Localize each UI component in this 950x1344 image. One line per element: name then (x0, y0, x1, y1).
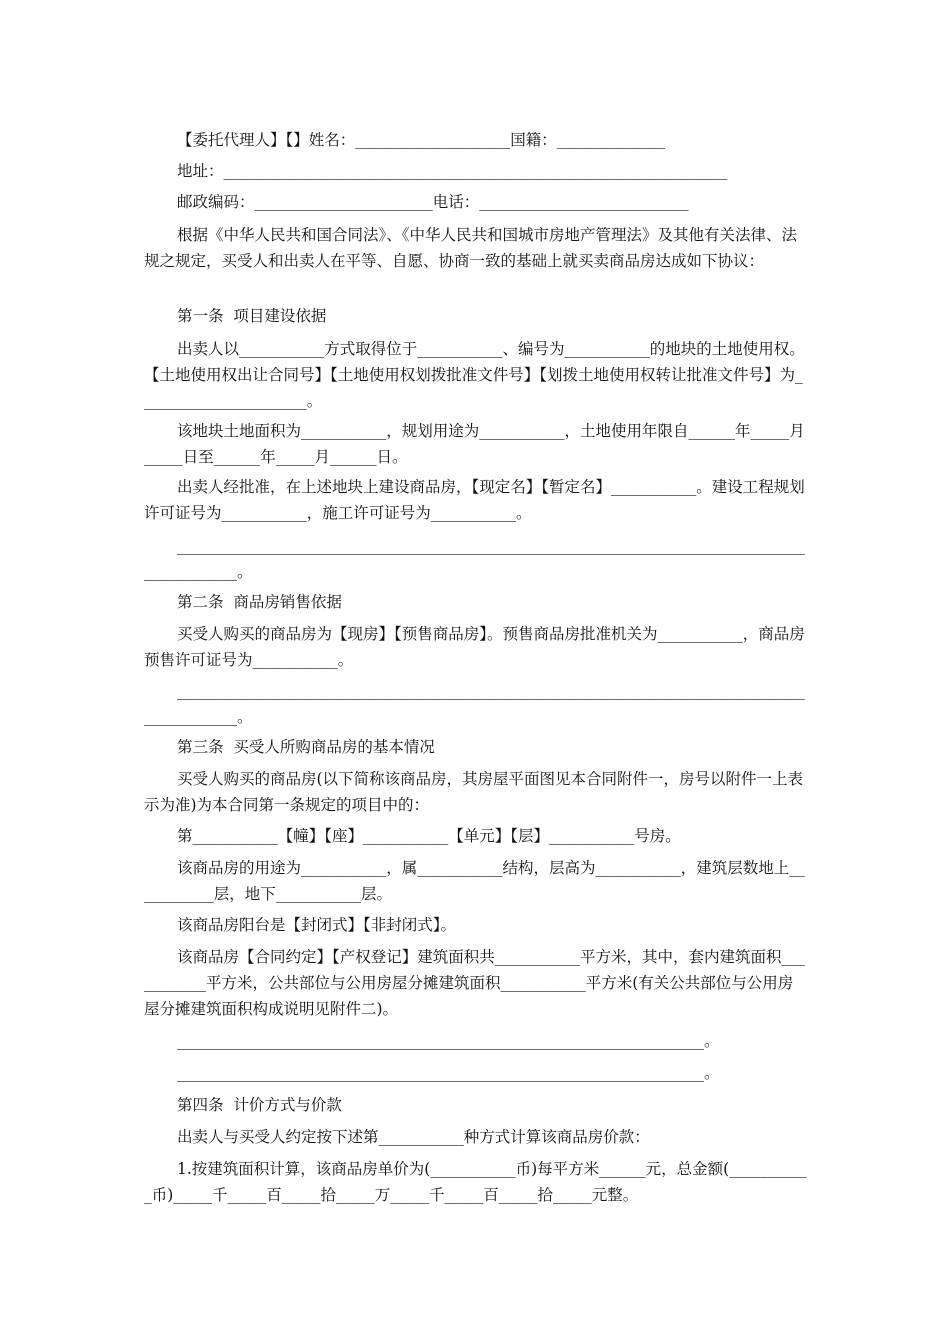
preamble-paragraph: 根据《中华人民共和国合同法》、《中华人民共和国城市房地产管理法》及其他有关法律、法规之规定，买受人和出卖人在平等、自愿、协商一致的基础上就买卖商品房达成如下协议： (144, 226, 798, 270)
postcode-phone-line: 邮政编码：_______________________电话：___________________________ (177, 193, 689, 211)
article-2-blank-line: _____________________________________________________________________________________________。 (144, 682, 805, 726)
article-2-presale-permit: 买受人购买的商品房为【现房】【预售商品房】。预售商品房批准机关为___________，商品房预售许可证号为___________。 (144, 625, 805, 669)
article-1-heading: 第一条 项目建设依据 (177, 307, 327, 325)
article-1-land-rights: 出卖人以___________方式取得位于___________、编号为___________的地块的土地使用权。【土地使用权出让合同号】【土地使用权划拨批准文件号】【划拨土地使用权转让批准文件号】为______________________。 (144, 340, 805, 410)
article-4-method: 出卖人与买受人约定按下述第___________种方式计算该商品房价款： (177, 1128, 650, 1146)
agent-name-nationality-line: 【委托代理人】【】姓名：____________________国籍：______________ (177, 131, 666, 149)
address-line: 地址：_________________________________________________________________ (177, 162, 728, 180)
article-3-floor-area: 该商品房【合同约定】【产权登记】建筑面积共___________平方米，其中，套内建筑面积___________平方米，公共部位与公用房屋分摊建筑面积___________平方米(有关公共部位与公用房屋分摊建筑面积构成说明见附件二)。 (144, 948, 805, 1018)
article-3-property-description: 买受人购买的商品房(以下简称该商品房，其房屋平面图见本合同附件一，房号以附件一上表示为准)为本合同第一条规定的项目中的： (144, 770, 804, 814)
article-1-permits: 出卖人经批准，在上述地块上建设商品房，【现定名】【暂定名】___________。建设工程规划许可证号为___________，施工许可证号为___________。 (144, 478, 805, 522)
article-3-balcony: 该商品房阳台是【封闭式】【非封闭式】。 (177, 916, 457, 934)
article-3-blank-line-2: ____________________________________________________________________。 (177, 1064, 720, 1082)
article-3-unit-number: 第___________【幢】【座】___________【单元】【层】___________号房。 (177, 827, 681, 845)
article-1-land-area: 该地块土地面积为___________，规划用途为___________，土地使用年限自______年_____月_____日至______年_____月______日。 (144, 422, 805, 466)
article-3-blank-line-1: ____________________________________________________________________。 (177, 1032, 720, 1050)
article-3-usage-structure: 该商品房的用途为___________，属___________结构，层高为___________，建筑层数地上___________层，地下___________层。 (144, 859, 805, 903)
article-4-price-by-area: 1.按建筑面积计算，该商品房单价为(___________币)每平方米______元，总金额(___________币)_____千_____百_____拾_____万_____千_____百_____拾_____元整。 (144, 1160, 807, 1204)
article-3-heading: 第三条 买受人所购商品房的基本情况 (177, 738, 435, 756)
article-4-heading: 第四条 计价方式与价款 (177, 1096, 342, 1114)
article-2-heading: 第二条 商品房销售依据 (177, 593, 342, 611)
article-1-blank-line: _____________________________________________________________________________________________。 (144, 537, 805, 581)
